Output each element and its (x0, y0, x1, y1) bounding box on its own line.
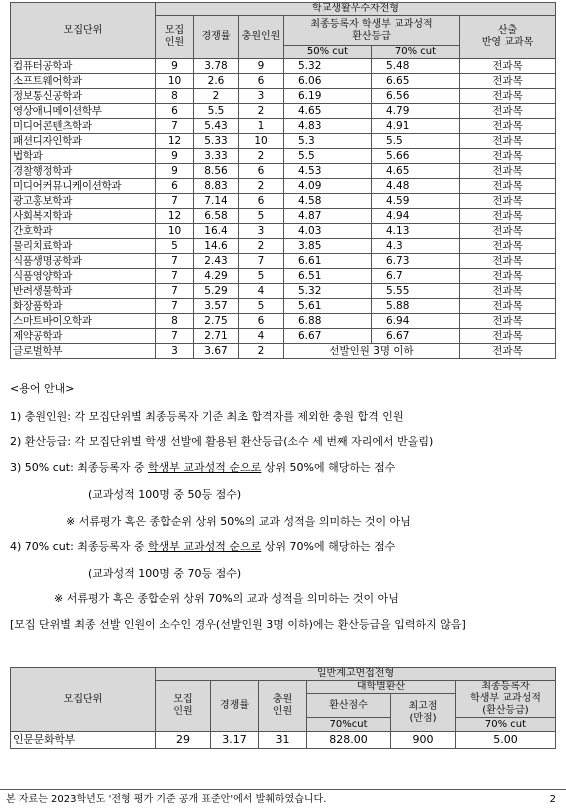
header-group: 학교생활우수자전형 (156, 3, 556, 16)
cell-recruit: 7 (156, 254, 194, 269)
note-4-sub: (교과성적 100명 중 70등 점수) (88, 567, 242, 580)
cell-extra: 5 (239, 209, 284, 224)
cell-50cut: 6.88 (284, 314, 372, 329)
cell-recruit: 9 (156, 164, 194, 179)
cell-extra: 6 (239, 74, 284, 89)
cell-unit: 식품영양학과 (11, 269, 156, 284)
cell-70cut: 6.7 (372, 269, 460, 284)
cell-subject: 전과목 (460, 209, 556, 224)
cell-extra: 2 (239, 344, 284, 359)
cell-competition: 5.5 (194, 104, 239, 119)
cell-unit: 정보통신공학과 (11, 89, 156, 104)
cell-subject: 전과목 (460, 224, 556, 239)
table-row (11, 329, 556, 344)
cell-recruit: 5 (156, 239, 194, 254)
cell-competition: 14.6 (194, 239, 239, 254)
cell-unit: 화장품학과 (11, 299, 156, 314)
cell-extra: 2 (239, 179, 284, 194)
cell-recruit: 6 (156, 179, 194, 194)
cell-unit: 컴퓨터공학과 (11, 59, 156, 74)
t2-header-group: 일반계고면접전형 (156, 668, 556, 681)
cell-70cut: 6.56 (372, 89, 460, 104)
cell-extra: 1 (239, 119, 284, 134)
cell-unit: 식품생명공학과 (11, 254, 156, 269)
cell-extra: 4 (239, 284, 284, 299)
cell-subject: 전과목 (460, 314, 556, 329)
cell-subject: 전과목 (460, 269, 556, 284)
cell-subject: 전과목 (460, 284, 556, 299)
t2-header-competition: 경쟁률 (211, 681, 259, 732)
cell-competition: 3.33 (194, 149, 239, 164)
cell-unit: 소프트웨어학과 (11, 74, 156, 89)
cell-unit: 간호학과 (11, 224, 156, 239)
cell-70cut: 4.65 (372, 164, 460, 179)
cell-subject: 전과목 (460, 344, 556, 359)
table-row (11, 104, 556, 119)
cell-70cut: 5.55 (372, 284, 460, 299)
cell-70cut: 4.59 (372, 194, 460, 209)
cell-recruit: 7 (156, 269, 194, 284)
cell-subject: 전과목 (460, 134, 556, 149)
cell-recruit: 7 (156, 194, 194, 209)
cell-70cut: 5.5 (372, 134, 460, 149)
cell-subject: 전과목 (460, 164, 556, 179)
cell-subject: 전과목 (460, 239, 556, 254)
cell-competition: 16.4 (194, 224, 239, 239)
cell-recruit: 10 (156, 74, 194, 89)
cell-recruit: 12 (156, 134, 194, 149)
cell-50cut: 5.61 (284, 299, 372, 314)
cell-50cut: 4.53 (284, 164, 372, 179)
cell-extra: 2 (239, 149, 284, 164)
cell-70cut: 4.94 (372, 209, 460, 224)
cell-subject: 전과목 (460, 254, 556, 269)
cell-50cut: 4.09 (284, 179, 372, 194)
t2-header-recruit: 모집 인원 (156, 681, 211, 732)
table-row (11, 239, 556, 254)
cell-recruit: 6 (156, 104, 194, 119)
cell-score: 828.00 (307, 732, 391, 749)
cell-unit: 반려생물학과 (11, 284, 156, 299)
table-row (11, 74, 556, 89)
table-row (11, 732, 556, 749)
cell-70cut: 5.88 (372, 299, 460, 314)
cell-unit: 스마트바이오학과 (11, 314, 156, 329)
cell-competition: 4.29 (194, 269, 239, 284)
terms-title: <용어 안내> (10, 382, 75, 395)
cell-recruit: 29 (156, 732, 211, 749)
cell-70cut: 6.65 (372, 74, 460, 89)
table-row (11, 299, 556, 314)
cell-50cut: 6.06 (284, 74, 372, 89)
cell-extra: 31 (259, 732, 307, 749)
cell-recruit: 9 (156, 59, 194, 74)
cell-competition: 3.57 (194, 299, 239, 314)
cell-competition: 6.58 (194, 209, 239, 224)
header-grade: 최종등록자 학생부 교과성적 환산등급 (284, 16, 460, 46)
table-row (11, 194, 556, 209)
cell-unit: 미디어콘텐츠학과 (11, 119, 156, 134)
cell-50cut: 4.87 (284, 209, 372, 224)
table-row (11, 254, 556, 269)
cell-50cut: 6.67 (284, 329, 372, 344)
cell-competition: 2.71 (194, 329, 239, 344)
cell-70cut: 6.73 (372, 254, 460, 269)
cell-50cut: 5.32 (284, 284, 372, 299)
cell-competition: 2.6 (194, 74, 239, 89)
table-row (11, 314, 556, 329)
note-1: 1) 충원인원: 각 모집단위별 최종등록자 기준 최초 합격자를 제외한 충원 합격 인원 (10, 410, 404, 423)
cell-extra: 2 (239, 104, 284, 119)
cell-subject: 전과목 (460, 59, 556, 74)
t2-header-extra: 충원 인원 (259, 681, 307, 732)
cell-grade: 5.00 (456, 732, 556, 749)
note-3-remark: ※ 서류평가 혹은 종합순위 상위 50%의 교과 성적을 의미하는 것이 아님 (66, 515, 411, 528)
cell-recruit: 7 (156, 284, 194, 299)
cell-subject: 전과목 (460, 179, 556, 194)
cell-70cut: 4.48 (372, 179, 460, 194)
header-70cut: 70% cut (372, 46, 460, 59)
cell-extra: 6 (239, 314, 284, 329)
admission-results-table (10, 2, 556, 359)
interview-results-table (10, 667, 556, 749)
cell-recruit: 12 (156, 209, 194, 224)
cell-50cut: 4.58 (284, 194, 372, 209)
cell-recruit: 9 (156, 149, 194, 164)
cell-50cut: 3.85 (284, 239, 372, 254)
cell-extra: 6 (239, 164, 284, 179)
cell-max: 900 (391, 732, 456, 749)
cell-competition: 3.17 (211, 732, 259, 749)
cell-50cut: 6.19 (284, 89, 372, 104)
cell-unit: 영상애니메이션학부 (11, 104, 156, 119)
cell-recruit: 8 (156, 314, 194, 329)
cell-50cut: 5.5 (284, 149, 372, 164)
cell-70cut: 6.67 (372, 329, 460, 344)
table-row (11, 149, 556, 164)
cell-competition: 3.78 (194, 59, 239, 74)
header-subject: 산출 반영 교과목 (460, 16, 556, 59)
cell-extra: 4 (239, 329, 284, 344)
t2-header-score: 환산점수 (307, 694, 391, 718)
cell-subject: 전과목 (460, 329, 556, 344)
cell-subject: 전과목 (460, 89, 556, 104)
cell-70cut: 4.13 (372, 224, 460, 239)
cell-subject: 전과목 (460, 74, 556, 89)
note-4-remark: ※ 서류평가 혹은 종합순위 상위 70%의 교과 성적을 의미하는 것이 아님 (54, 592, 399, 605)
note-3-sub: (교과성적 100명 중 50등 점수) (88, 488, 242, 501)
cell-extra: 7 (239, 254, 284, 269)
cell-subject: 전과목 (460, 119, 556, 134)
cell-70cut: 6.94 (372, 314, 460, 329)
cell-competition: 5.33 (194, 134, 239, 149)
t2-header-max: 최고점 (만점) (391, 694, 456, 732)
cell-50cut: 6.61 (284, 254, 372, 269)
cell-competition: 5.43 (194, 119, 239, 134)
cell-recruit: 8 (156, 89, 194, 104)
cell-unit: 광고홍보학과 (11, 194, 156, 209)
table-row (11, 134, 556, 149)
cell-recruit: 7 (156, 299, 194, 314)
cell-extra: 5 (239, 299, 284, 314)
note-2: 2) 환산등급: 각 모집단위별 학생 선발에 활용된 환산등급(소수 세 번째 자리에서 반올림) (10, 435, 434, 448)
cell-unit: 패션디자인학과 (11, 134, 156, 149)
cell-subject: 전과목 (460, 194, 556, 209)
table-row (11, 344, 556, 359)
note-3: 3) 50% cut: 최종등록자 중 학생부 교과성적 순으로 상위 50%에 해당하는 점수 (10, 461, 396, 474)
cell-unit: 글로벌학부 (11, 344, 156, 359)
header-competition: 경쟁률 (194, 16, 239, 59)
header-unit: 모집단위 (11, 3, 156, 59)
cell-unit: 제약공학과 (11, 329, 156, 344)
cell-extra: 9 (239, 59, 284, 74)
cell-unit: 인문문화학부 (11, 732, 156, 749)
cell-recruit: 7 (156, 119, 194, 134)
t2-header-grade: 최종등록자 학생부 교과성적 (환산등급) (456, 681, 556, 718)
cell-unit: 사회복지학과 (11, 209, 156, 224)
note-bracket: [모집 단위별 최종 선발 인원이 소수인 경우(선발인원 3명 이하)에는 환산등급을 입력하지 않음] (10, 618, 466, 631)
cell-competition: 2.75 (194, 314, 239, 329)
cell-unit: 법학과 (11, 149, 156, 164)
cell-extra: 5 (239, 269, 284, 284)
cell-extra: 3 (239, 89, 284, 104)
cell-70cut: 5.66 (372, 149, 460, 164)
cell-competition: 3.67 (194, 344, 239, 359)
table-row (11, 179, 556, 194)
cell-recruit: 3 (156, 344, 194, 359)
cell-extra: 6 (239, 194, 284, 209)
cell-competition: 8.83 (194, 179, 239, 194)
footer-text: 본 자료는 2023학년도 '전형 평가 기준 공개 표준안'에서 발췌하였습니다. (6, 794, 327, 805)
cell-extra: 3 (239, 224, 284, 239)
note-4: 4) 70% cut: 최종등록자 중 학생부 교과성적 순으로 상위 70%에 해당하는 점수 (10, 540, 396, 553)
cell-note: 선발인원 3명 이하 (284, 344, 460, 359)
header-50cut: 50% cut (284, 46, 372, 59)
cell-50cut: 4.65 (284, 104, 372, 119)
cell-70cut: 4.3 (372, 239, 460, 254)
cell-unit: 물리치료학과 (11, 239, 156, 254)
page-footer (0, 789, 566, 810)
cell-50cut: 4.03 (284, 224, 372, 239)
cell-competition: 5.29 (194, 284, 239, 299)
cell-competition: 2.43 (194, 254, 239, 269)
cell-50cut: 5.32 (284, 59, 372, 74)
cell-extra: 2 (239, 239, 284, 254)
header-recruit: 모집 인원 (156, 16, 194, 59)
table-row (11, 269, 556, 284)
cell-competition: 2 (194, 89, 239, 104)
table-row (11, 209, 556, 224)
cell-50cut: 4.83 (284, 119, 372, 134)
cell-70cut: 4.79 (372, 104, 460, 119)
table-row (11, 284, 556, 299)
cell-recruit: 7 (156, 329, 194, 344)
cell-subject: 전과목 (460, 104, 556, 119)
t2-header-univ: 대학별환산 (307, 681, 456, 694)
table-row (11, 164, 556, 179)
page-number: 2 (549, 794, 556, 805)
cell-competition: 7.14 (194, 194, 239, 209)
cell-50cut: 5.3 (284, 134, 372, 149)
cell-subject: 전과목 (460, 299, 556, 314)
cell-recruit: 10 (156, 224, 194, 239)
cell-competition: 8.56 (194, 164, 239, 179)
t2-header-score-cut: 70%cut (307, 718, 391, 732)
table-row (11, 59, 556, 74)
cell-extra: 10 (239, 134, 284, 149)
cell-subject: 전과목 (460, 149, 556, 164)
table-row (11, 119, 556, 134)
cell-50cut: 6.51 (284, 269, 372, 284)
cell-70cut: 4.91 (372, 119, 460, 134)
table-row (11, 89, 556, 104)
t2-header-grade-cut: 70% cut (456, 718, 556, 732)
cell-unit: 미디어커뮤니케이션학과 (11, 179, 156, 194)
t2-header-unit: 모집단위 (11, 668, 156, 732)
header-extra: 충원인원 (239, 16, 284, 59)
cell-unit: 경찰행정학과 (11, 164, 156, 179)
table-row (11, 224, 556, 239)
cell-70cut: 5.48 (372, 59, 460, 74)
